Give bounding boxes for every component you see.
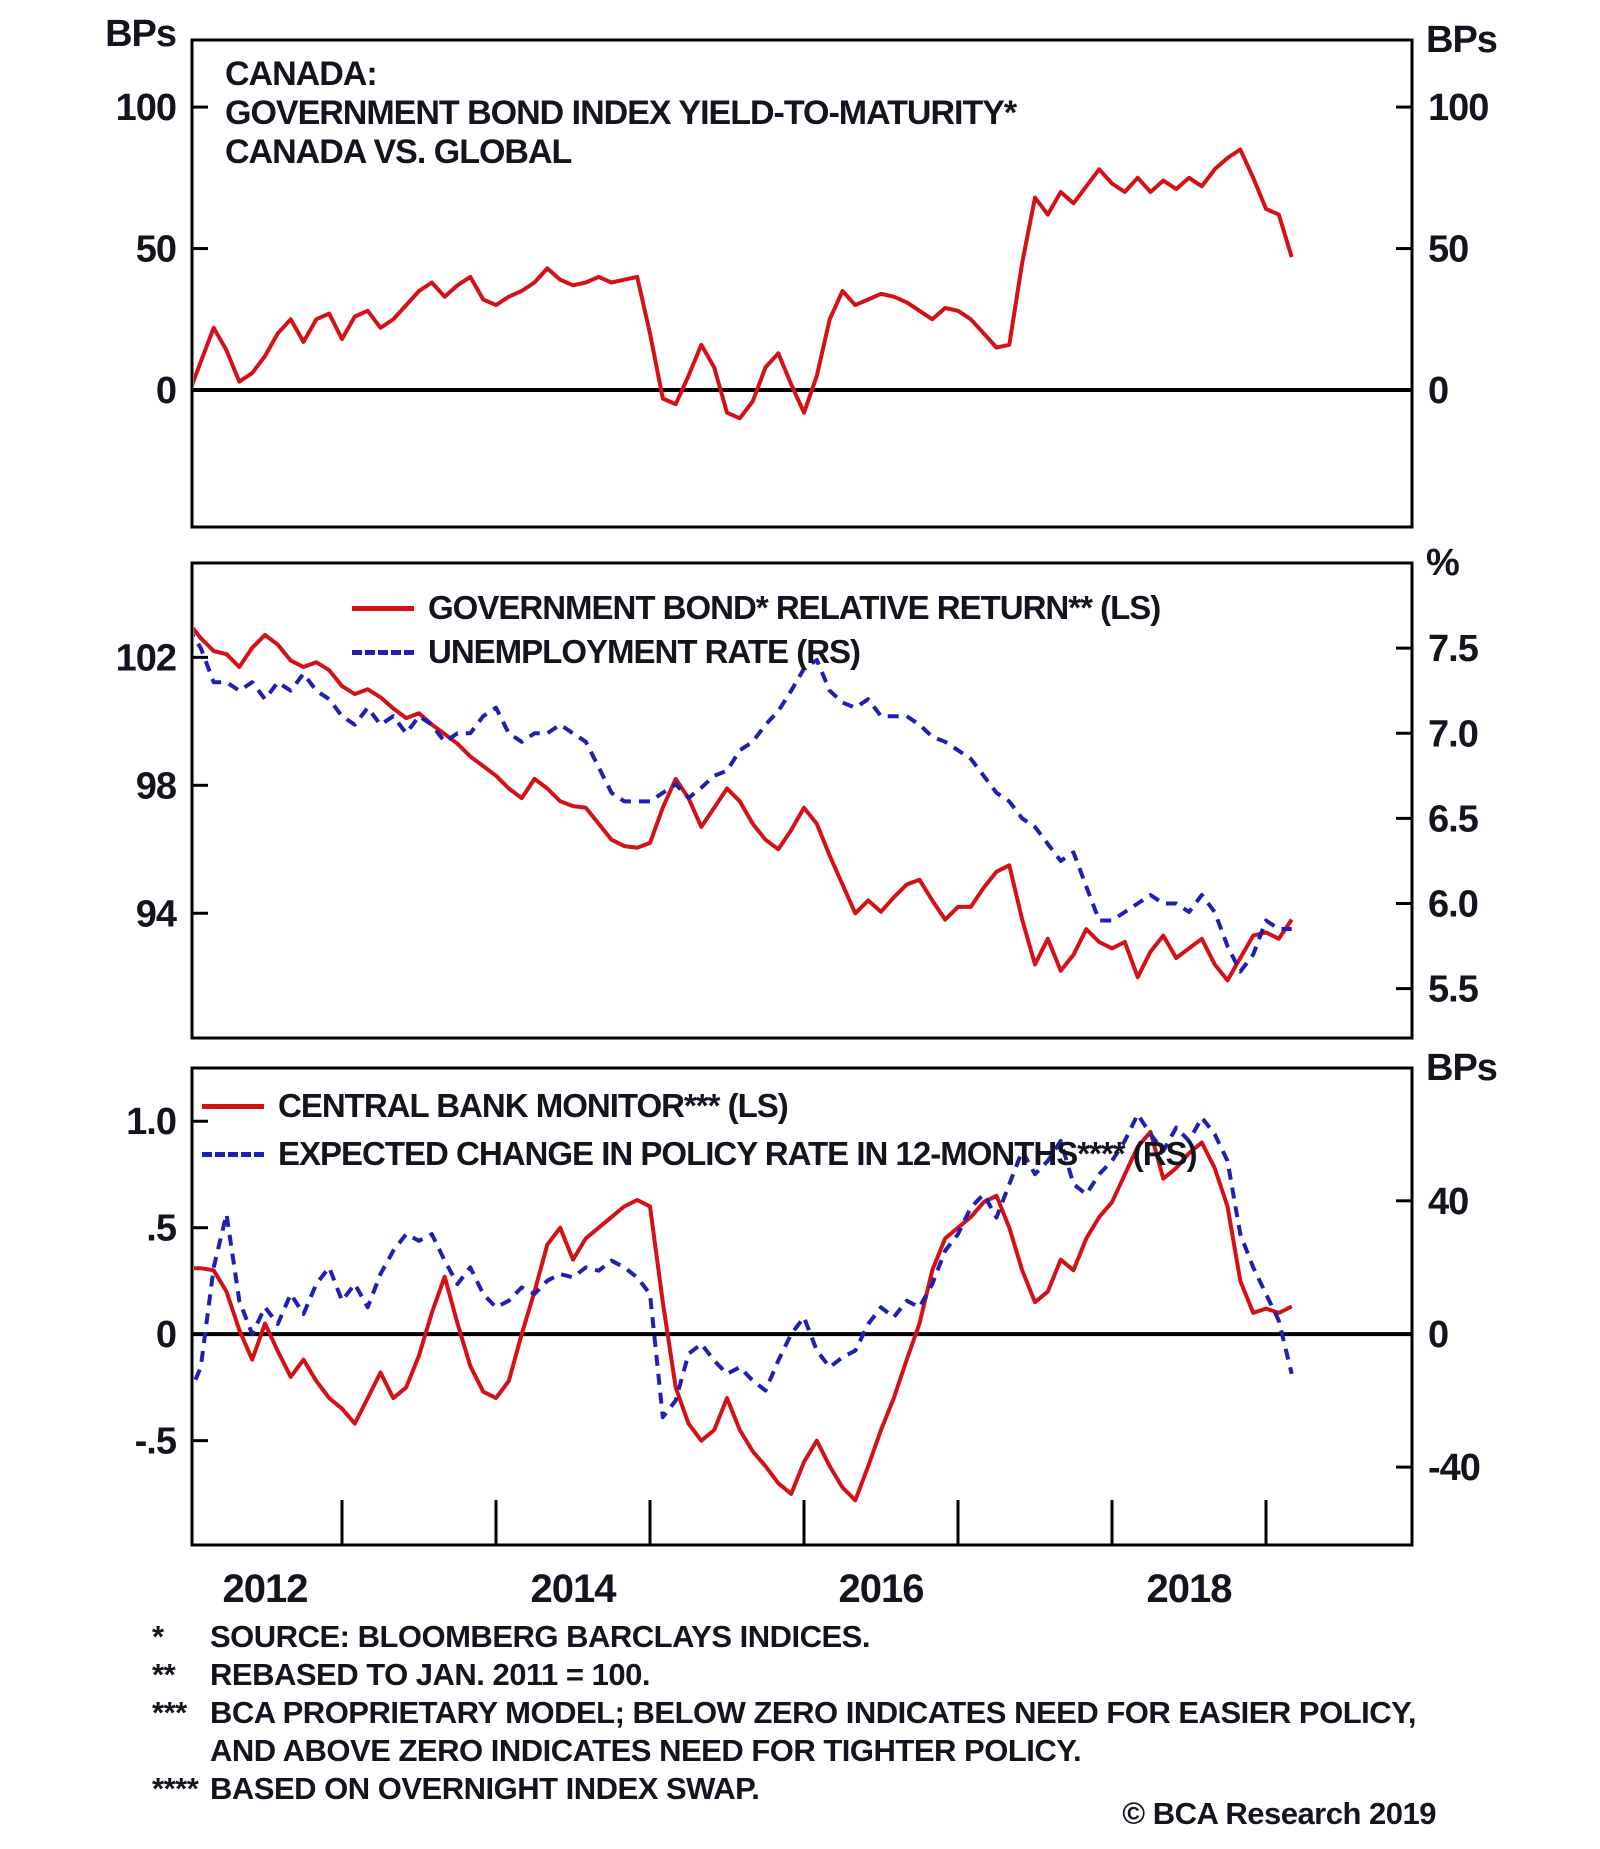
footnote-symbol [152, 1732, 210, 1770]
left-tick-label: 50 [135, 228, 176, 271]
right-tick-label: 0 [1428, 1313, 1449, 1356]
footnote-symbol: ** [152, 1657, 176, 1692]
right-tick-label: 7.5 [1428, 628, 1478, 671]
footnote-text: BASED ON OVERNIGHT INDEX SWAP. [210, 1771, 760, 1806]
legend-item-expected-policy-rate-change [202, 1130, 1197, 1178]
legend-label: UNEMPLOYMENT RATE (RS) [428, 633, 861, 670]
right-tick-label: 7.0 [1428, 713, 1478, 756]
left-tick-label: 0 [155, 370, 176, 413]
x-year-label: 2018 [1146, 1567, 1232, 1611]
left-tick-label: 100 [115, 87, 176, 130]
footnote-symbol: **** [152, 1771, 199, 1806]
left-tick-label: 0 [155, 1314, 176, 1357]
right-tick-label: -40 [1428, 1447, 1480, 1490]
footnote-text: BCA PROPRIETARY MODEL; BELOW ZERO INDICATES NEED FOR EASIER POLICY, [210, 1695, 1417, 1730]
left-axis-unit-label: BPs [105, 13, 176, 55]
red-solid-line-swatch [352, 606, 414, 611]
right-tick-label: 6.5 [1428, 798, 1478, 841]
blue-dashed-line-swatch [202, 1152, 264, 1157]
right-tick-label: 50 [1428, 228, 1469, 271]
left-tick-label: 98 [135, 765, 176, 808]
left-tick-label: .5 [146, 1207, 176, 1250]
footnote-text: AND ABOVE ZERO INDICATES NEED FOR TIGHTER POLICY. [210, 1733, 1082, 1768]
title-line-3: CANADA VS. GLOBAL [225, 133, 572, 171]
footnotes [152, 1618, 1432, 1808]
footnote-bca-model-2 [152, 1732, 1432, 1770]
footnote-source [152, 1618, 1432, 1656]
left-tick-label: 1.0 [126, 1101, 176, 1144]
red-solid-line-swatch [202, 1104, 264, 1109]
x-year-label: 2014 [530, 1567, 616, 1611]
right-axis-unit-label: BPs [1426, 1047, 1497, 1089]
legend-middle-panel [352, 586, 1160, 674]
footnote-bca-model-1 [152, 1694, 1432, 1732]
legend-label: GOVERNMENT BOND* RELATIVE RETURN** (LS) [428, 589, 1161, 626]
right-tick-label: 6.0 [1428, 883, 1478, 926]
x-year-label: 2016 [838, 1567, 924, 1611]
right-tick-label: 0 [1428, 370, 1449, 413]
footnote-symbol: * [152, 1619, 164, 1654]
x-year-label: 2012 [222, 1567, 308, 1611]
legend-item-central-bank-monitor [202, 1082, 1197, 1130]
footnote-text: SOURCE: BLOOMBERG BARCLAYS INDICES. [210, 1619, 870, 1654]
right-tick-label: 40 [1428, 1180, 1469, 1223]
blue-dashed-line-swatch [352, 650, 414, 655]
left-tick-label: 102 [115, 637, 176, 680]
right-axis-unit-label: % [1426, 542, 1459, 584]
copyright-notice: © BCA Research 2019 [1122, 1796, 1436, 1831]
footnote-symbol: *** [152, 1695, 187, 1730]
right-tick-label: 5.5 [1428, 968, 1478, 1011]
series-ytm-spread-canada-vs-global [188, 150, 1292, 419]
series-government-bond-relative-return [188, 622, 1292, 980]
legend-bottom-panel [202, 1082, 1197, 1178]
legend-item-unemployment-rate [352, 630, 1160, 674]
footnote-rebased [152, 1656, 1432, 1694]
right-axis-unit-label: BPs [1426, 19, 1497, 61]
left-tick-label: -.5 [134, 1420, 176, 1463]
title-line-1: CANADA: [225, 55, 377, 93]
footnote-text: REBASED TO JAN. 2011 = 100. [210, 1657, 650, 1692]
legend-item-bond-relative-return [352, 586, 1160, 630]
legend-label: EXPECTED CHANGE IN POLICY RATE IN 12-MONTHS**** (RS) [278, 1135, 1197, 1172]
title-line-2: GOVERNMENT BOND INDEX YIELD-TO-MATURITY* [225, 94, 1017, 132]
chart-title [225, 55, 1016, 172]
series-central-bank-monitor [188, 1132, 1292, 1500]
left-tick-label: 94 [135, 893, 176, 936]
right-tick-label: 100 [1428, 87, 1489, 130]
legend-label: CENTRAL BANK MONITOR*** (LS) [278, 1087, 788, 1124]
